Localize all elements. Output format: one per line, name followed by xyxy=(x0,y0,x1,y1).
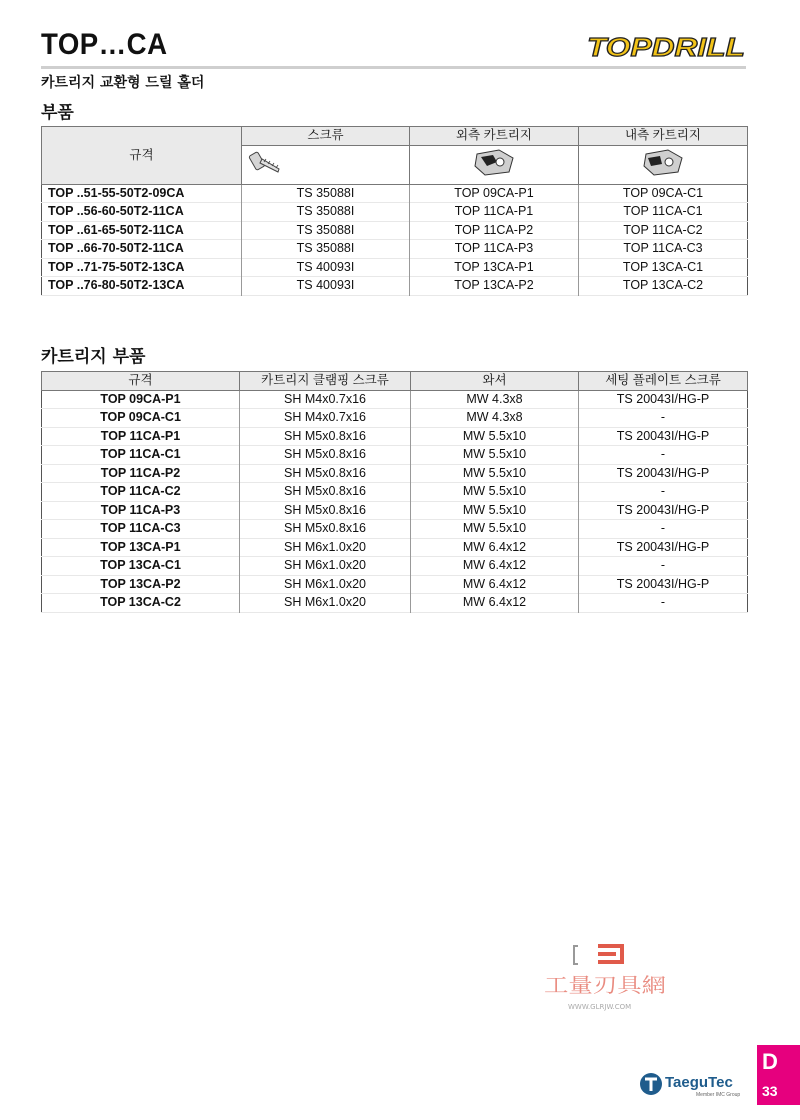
table-row xyxy=(42,409,748,428)
cell-spec: TOP 09CA-P1 xyxy=(100,391,181,406)
table-row xyxy=(42,557,748,576)
page-title: TOP…CA xyxy=(41,28,168,61)
cell-inner: TOP 11CA-C2 xyxy=(579,221,748,240)
cell-screw: TS 35088I xyxy=(242,221,410,240)
screw-icon xyxy=(248,147,288,177)
table-row xyxy=(42,575,748,594)
cell-outer: TOP 13CA-P1 xyxy=(410,258,579,277)
cell-plate-screw: TS 20043I/HG-P xyxy=(579,464,748,483)
cell-spec: TOP ..61-65-50T2-11CA xyxy=(48,222,184,237)
cell-inner: TOP 11CA-C1 xyxy=(579,203,748,222)
cartridge-header-spec: 규격 xyxy=(42,372,240,391)
cell-spec: TOP 11CA-C1 xyxy=(100,447,181,462)
table-row xyxy=(42,464,748,483)
cell-spec: TOP ..76-80-50T2-13CA xyxy=(48,278,185,293)
cell-screw: TS 40093I xyxy=(242,277,410,296)
cell-clamp-screw: SH M6x1.0x20 xyxy=(240,575,411,594)
taegutec-logo xyxy=(638,1070,750,1098)
cell-outer: TOP 11CA-P2 xyxy=(410,221,579,240)
cell-washer: MW 4.3x8 xyxy=(411,390,579,409)
topdrill-logo xyxy=(583,28,749,64)
cell-plate-screw: - xyxy=(579,446,748,465)
topdrill-logo-text: TOPDRILL xyxy=(587,32,745,62)
table-row xyxy=(42,277,748,296)
page-number: 33 xyxy=(762,1083,778,1099)
watermark-text: 工量刃具網 xyxy=(544,973,666,997)
cell-washer: MW 4.3x8 xyxy=(411,409,579,428)
cartridge-parts-section-title: 카트리지 부품 xyxy=(41,347,146,367)
parts-header-spec: 규격 xyxy=(42,127,242,185)
cell-washer: MW 5.5x10 xyxy=(411,520,579,539)
table-row xyxy=(42,520,748,539)
watermark-logo xyxy=(540,940,670,1015)
parts-header-outer: 외측 카트리지 xyxy=(410,127,579,146)
table-row xyxy=(42,501,748,520)
cell-outer: TOP 09CA-P1 xyxy=(410,184,579,203)
table-row xyxy=(42,184,748,203)
cell-plate-screw: - xyxy=(579,520,748,539)
cell-outer: TOP 13CA-P2 xyxy=(410,277,579,296)
cell-washer: MW 6.4x12 xyxy=(411,538,579,557)
cell-clamp-screw: SH M4x0.7x16 xyxy=(240,390,411,409)
cell-plate-screw: - xyxy=(579,594,748,613)
cell-spec: TOP 11CA-P1 xyxy=(100,428,181,443)
outer-cartridge-image-cell xyxy=(410,145,579,184)
table-row xyxy=(42,427,748,446)
cell-washer: MW 6.4x12 xyxy=(411,557,579,576)
cell-spec: TOP 11CA-P2 xyxy=(100,465,181,480)
section-tab xyxy=(757,1045,800,1105)
cell-inner: TOP 13CA-C2 xyxy=(579,277,748,296)
cell-spec: TOP ..66-70-50T2-11CA xyxy=(48,241,184,256)
cell-outer: TOP 11CA-P1 xyxy=(410,203,579,222)
cell-clamp-screw: SH M6x1.0x20 xyxy=(240,538,411,557)
cell-clamp-screw: SH M5x0.8x16 xyxy=(240,464,411,483)
cell-clamp-screw: SH M6x1.0x20 xyxy=(240,557,411,576)
cell-washer: MW 6.4x12 xyxy=(411,575,579,594)
table-row xyxy=(42,538,748,557)
inner-cartridge-icon xyxy=(638,146,688,178)
cell-washer: MW 5.5x10 xyxy=(411,464,579,483)
cell-clamp-screw: SH M5x0.8x16 xyxy=(240,501,411,520)
cell-washer: MW 5.5x10 xyxy=(411,483,579,502)
table-row xyxy=(42,446,748,465)
cell-spec: TOP 11CA-C2 xyxy=(100,484,181,499)
cell-plate-screw: TS 20043I/HG-P xyxy=(579,427,748,446)
cell-spec: TOP ..71-75-50T2-13CA xyxy=(48,259,185,274)
cell-spec: TOP 11CA-P3 xyxy=(100,502,181,517)
cell-outer: TOP 11CA-P3 xyxy=(410,240,579,259)
cell-spec: TOP 13CA-P1 xyxy=(100,539,181,554)
cell-clamp-screw: SH M6x1.0x20 xyxy=(240,594,411,613)
cell-spec: TOP 11CA-C3 xyxy=(100,521,181,536)
cell-inner: TOP 11CA-C3 xyxy=(579,240,748,259)
watermark-url: WWW.GLRJW.COM xyxy=(568,1003,632,1011)
cell-spec: TOP 13CA-P2 xyxy=(100,576,181,591)
table-row xyxy=(42,390,748,409)
cell-clamp-screw: SH M5x0.8x16 xyxy=(240,446,411,465)
parts-header-inner: 내측 카트리지 xyxy=(579,127,748,146)
cell-plate-screw: TS 20043I/HG-P xyxy=(579,501,748,520)
screw-image-cell xyxy=(242,145,410,184)
cell-plate-screw: TS 20043I/HG-P xyxy=(579,390,748,409)
cell-spec: TOP 13CA-C1 xyxy=(100,558,181,573)
cell-washer: MW 5.5x10 xyxy=(411,446,579,465)
cell-plate-screw: - xyxy=(579,483,748,502)
table-row xyxy=(42,258,748,277)
cell-plate-screw: - xyxy=(579,409,748,428)
cartridge-header-washer: 와셔 xyxy=(411,372,579,391)
table-row xyxy=(42,221,748,240)
section-tab-letter: D xyxy=(762,1049,778,1074)
cell-screw: TS 35088I xyxy=(242,203,410,222)
cartridge-parts-table xyxy=(41,371,748,613)
table-row xyxy=(42,483,748,502)
cell-screw: TS 35088I xyxy=(242,184,410,203)
title-rule xyxy=(41,66,746,69)
cell-washer: MW 5.5x10 xyxy=(411,427,579,446)
cell-spec: TOP 09CA-C1 xyxy=(100,410,181,425)
table-row xyxy=(42,203,748,222)
cell-spec: TOP ..56-60-50T2-11CA xyxy=(48,204,184,219)
cell-clamp-screw: SH M5x0.8x16 xyxy=(240,427,411,446)
subtitle: 카트리지 교환형 드릴 홀더 xyxy=(41,75,205,91)
cell-clamp-screw: SH M5x0.8x16 xyxy=(240,520,411,539)
cell-screw: TS 40093I xyxy=(242,258,410,277)
taegutec-subtext: Member IMC Group xyxy=(696,1092,741,1098)
cell-spec: TOP 13CA-C2 xyxy=(100,595,181,610)
table-row xyxy=(42,240,748,259)
cell-screw: TS 35088I xyxy=(242,240,410,259)
table-row xyxy=(42,594,748,613)
outer-cartridge-icon xyxy=(469,146,519,178)
parts-header-screw: 스크류 xyxy=(242,127,410,146)
cell-inner: TOP 13CA-C1 xyxy=(579,258,748,277)
cell-clamp-screw: SH M4x0.7x16 xyxy=(240,409,411,428)
parts-table xyxy=(41,126,748,296)
cell-washer: MW 5.5x10 xyxy=(411,501,579,520)
parts-section-title: 부품 xyxy=(41,103,74,123)
cell-clamp-screw: SH M5x0.8x16 xyxy=(240,483,411,502)
cell-washer: MW 6.4x12 xyxy=(411,594,579,613)
cell-plate-screw: TS 20043I/HG-P xyxy=(579,538,748,557)
cell-plate-screw: - xyxy=(579,557,748,576)
cell-inner: TOP 09CA-C1 xyxy=(579,184,748,203)
cartridge-header-clamp-screw: 카트리지 클램핑 스크류 xyxy=(240,372,411,391)
cell-plate-screw: TS 20043I/HG-P xyxy=(579,575,748,594)
taegutec-text: TaeguTec xyxy=(665,1074,733,1091)
cell-spec: TOP ..51-55-50T2-09CA xyxy=(48,185,185,200)
inner-cartridge-image-cell xyxy=(579,145,748,184)
cartridge-header-plate-screw: 세팅 플레이트 스크류 xyxy=(579,372,748,391)
